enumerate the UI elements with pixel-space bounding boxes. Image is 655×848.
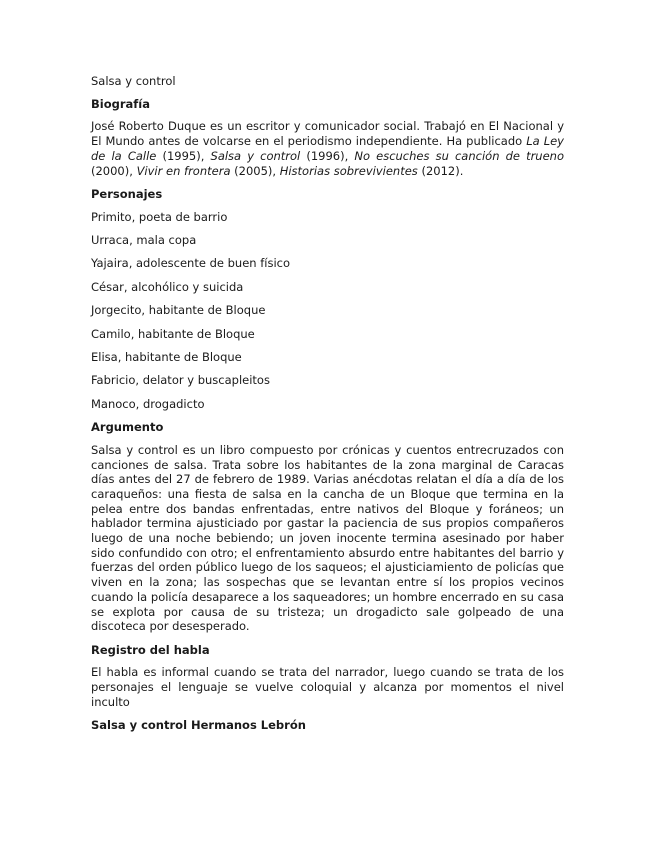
character-list [91,210,564,412]
section-heading-final: Salsa y control Hermanos Lebrón [91,718,306,733]
argumento-paragraph: Salsa y control es un libro compuesto por crónicas y cuentos entrecruzados con canciones de salsa. Trata sobre los habitantes de la zona marginal de Caracas días antes del 27 de febrero de 1989. Varias anécdotas relatan el día a día de los caraqueños: una fiesta de salsa en la cancha de un Bloque que termina en la pelea entre dos bandas enfrentadas, entre nativos del Bloque y foráneos; un hablador termina ajusticiado por gastar la paciencia de sus propios compañeros luego de una noche bebiendo; un joven inocente termina asesinado por haber sido confundido con otro; el enfrentamiento absurdo entre habitantes del barrio y fuerzas del orden público luego de los saqueos; el ajusticiamiento de policías que viven en la zona; las sospechas que se levantan entre sí los propios vecinos cuando la policía desaparece a los saqueadores; un hombre encerrado en su casa se explota por causa de su tristeza; un drogadicto sale golpeado de una discoteca por desesperado. [91,442,564,634]
character-item: Urraca, mala copa [91,233,197,247]
section-heading-registro: Registro del habla [91,642,210,657]
biografia-paragraph [91,119,564,178]
character-item: Jorgecito, habitante de Bloque [91,303,266,318]
section-heading-biografia: Biografía [91,96,150,111]
biografia-text: (2012). [417,163,464,178]
biografia-text: (1996), [300,148,355,163]
character-item: Elisa, habitante de Bloque [91,349,242,364]
work-title: Vivir en frontera [136,163,231,178]
biografia-text: José Roberto Duque es un escritor y comunicador social. Trabajó en El Nacional y El Mundo antes de volcarse en el periodismo independiente. Ha publicado [91,119,564,149]
section-heading-argumento: Argumento [91,420,164,435]
work-title: Historias sobrevivientes [279,163,418,178]
section-heading-personajes: Personajes [91,186,163,201]
registro-paragraph: El habla es informal cuando se trata del narrador, luego cuando se trata de los personajes el lenguaje se vuelve coloquial y alcanza por momentos el nivel inculto [91,665,564,709]
document-title: Salsa y control [91,74,176,88]
character-item: Camilo, habitante de Bloque [91,326,255,341]
character-item: Primito, poeta de barrio [91,209,228,224]
character-item: Fabricio, delator y buscapleitos [91,373,270,388]
character-item: Yajaira, adolescente de buen físico [91,256,291,271]
character-item: César, alcohólico y suicida [91,279,244,294]
work-title: No escuches su canción de trueno [354,148,564,163]
biografia-text: (1995), [156,148,211,163]
biografia-text: (2000), [91,163,137,178]
work-title: Salsa y control [210,148,301,163]
character-item: Manoco, drogadicto [91,396,205,411]
work-title: La Ley de la Calle [91,134,564,163]
biografia-text: (2005), [230,163,280,178]
